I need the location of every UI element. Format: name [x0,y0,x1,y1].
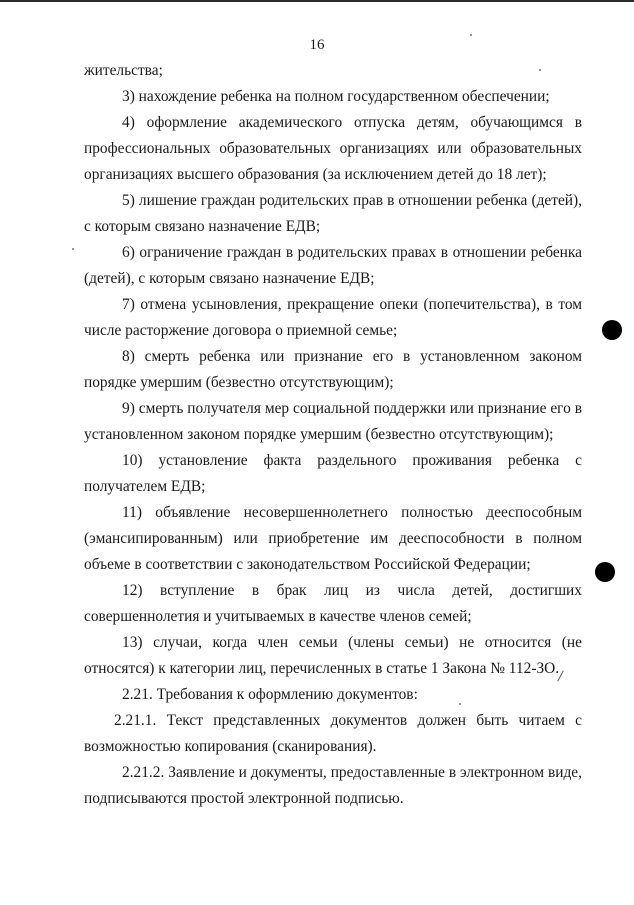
list-item-3: 3) нахождение ребенка на полном государственном обеспечении; [122,88,550,105]
subsection-2-21-1: 2.21.1. Текст представленных документов должен быть читаем с возможностью копирования (сканирования). [84,712,582,755]
scan-speck [459,703,461,705]
punch-hole-lower [595,562,615,582]
list-item-6: 6) ограничение граждан в родительских правах в отношении ребенка (детей), с которым связано назначение ЕДВ; [84,244,582,287]
list-item-8: 8) смерть ребенка или признание его в установленном законом порядке умершим (безвестно отсутствующим); [84,348,582,391]
list-item-13: 13) случаи, когда член семьи (члены семьи) не относится (не относятся) к категории лиц, перечисленных в статье 1 Закона № 112-ЗО. [84,634,582,677]
punch-hole-upper [602,320,622,340]
list-item-11: 11) объявление несовершеннолетнего полностью дееспособным (эмансипированным) или приобретение им дееспособности в полном объеме в соответствии с законодательством Российской Федерации; [84,504,582,573]
scan-speck [72,248,74,250]
subsection-2-21-2: 2.21.2. Заявление и документы, предоставленные в электронном виде, подписываются простой электронной подписью. [84,764,582,807]
list-item-7: 7) отмена усыновления, прекращение опеки (попечительства), в том числе расторжение договора о приемной семье; [84,296,582,339]
list-item-4: 4) оформление академического отпуска детям, обучающимся в профессиональных образовательных организациях или образовательных организациях высшего образования (за исключением детей до 18 лет); [84,114,582,183]
scan-speck [470,34,472,36]
page-top-edge-line [0,0,634,2]
list-item-9: 9) смерть получателя мер социальной поддержки или признание его в установленном законом порядке умершим (безвестно отсутствующим); [84,400,582,443]
list-item-12: 12) вступление в брак лиц из числа детей, достигших совершеннолетия и учитываемых в качестве членов семей; [84,582,582,625]
scan-speck [539,69,541,71]
list-item-5: 5) лишение граждан родительских прав в отношении ребенка (детей), с которым связано назначение ЕДВ; [84,192,582,235]
page-number: 16 [309,37,325,53]
section-heading-2-21: 2.21. Требования к оформлению документов: [122,686,418,703]
list-item-10: 10) установление факта раздельного проживания ребенка с получателем ЕДВ; [84,452,582,495]
paragraph-continuation: жительства; [84,62,163,79]
document-body [84,58,582,812]
